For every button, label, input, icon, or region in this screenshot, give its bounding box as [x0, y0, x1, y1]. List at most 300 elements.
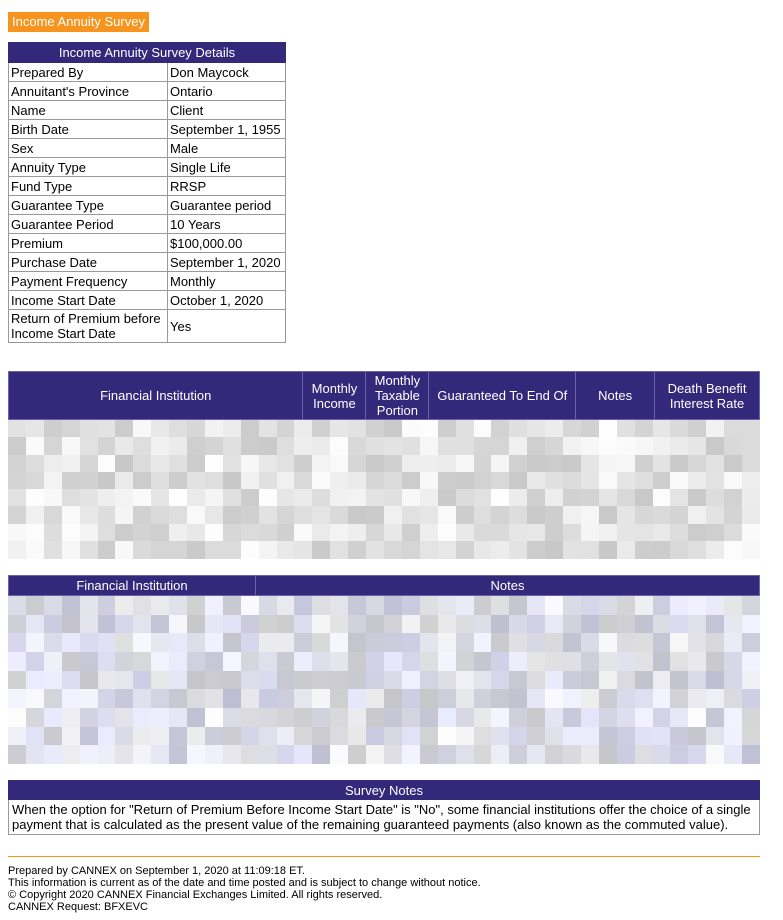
redaction-pixel — [402, 708, 420, 727]
redaction-pixel — [8, 506, 26, 524]
redaction-pixel — [438, 615, 456, 634]
redaction-pixel — [223, 472, 241, 490]
redaction-pixel — [438, 420, 456, 438]
redaction-pixel — [44, 472, 62, 490]
redaction-pixel — [80, 524, 98, 542]
redaction-pixel — [670, 745, 688, 764]
redaction-pixel — [509, 745, 527, 764]
redaction-pixel — [80, 420, 98, 438]
redaction-pixel — [420, 689, 438, 708]
redaction-pixel — [330, 524, 348, 542]
redaction-pixel — [44, 652, 62, 671]
death-benefit-header: Death Benefit Interest Rate — [655, 372, 760, 420]
redaction-pixel — [474, 652, 492, 671]
redaction-pixel — [527, 437, 545, 455]
redaction-pixel — [563, 708, 581, 727]
redaction-pixel — [617, 506, 635, 524]
redaction-pixel — [599, 633, 617, 652]
redaction-pixel — [223, 506, 241, 524]
details-label: Purchase Date — [9, 253, 168, 272]
redaction-pixel — [491, 745, 509, 764]
redaction-pixel — [8, 541, 26, 559]
redaction-pixel — [62, 437, 80, 455]
redaction-pixel — [563, 437, 581, 455]
redaction-pixel — [223, 455, 241, 473]
redaction-pixel — [491, 671, 509, 690]
redaction-pixel — [80, 437, 98, 455]
redaction-pixel — [62, 489, 80, 507]
redaction-pixel — [456, 652, 474, 671]
redaction-pixel — [617, 652, 635, 671]
redaction-pixel — [169, 455, 187, 473]
redaction-pixel — [115, 671, 133, 690]
redaction-pixel — [456, 541, 474, 559]
redaction-pixel — [80, 633, 98, 652]
redaction-pixel — [581, 596, 599, 615]
redaction-pixel — [635, 489, 653, 507]
redaction-pixel — [133, 489, 151, 507]
redaction-pixel — [402, 596, 420, 615]
redaction-pixel — [348, 506, 366, 524]
redaction-pixel — [402, 455, 420, 473]
redaction-pixel — [491, 633, 509, 652]
redaction-pixel — [223, 633, 241, 652]
redaction-pixel — [724, 708, 742, 727]
redaction-pixel — [330, 506, 348, 524]
redaction-pixel — [491, 420, 509, 438]
redaction-pixel — [115, 489, 133, 507]
redaction-pixel — [133, 506, 151, 524]
redaction-pixel — [545, 437, 563, 455]
redaction-pixel — [527, 524, 545, 542]
redaction-pixel — [545, 727, 563, 746]
details-row — [9, 139, 286, 158]
redaction-pixel — [420, 506, 438, 524]
redaction-pixel — [169, 633, 187, 652]
redaction-pixel — [617, 596, 635, 615]
redaction-pixel — [26, 420, 44, 438]
redaction-pixel — [581, 689, 599, 708]
redaction-pixel — [187, 671, 205, 690]
redaction-pixel — [330, 689, 348, 708]
redaction-pixel — [581, 455, 599, 473]
redaction-pixel — [26, 652, 44, 671]
redaction-pixel — [491, 455, 509, 473]
redaction-pixel — [241, 596, 259, 615]
redaction-pixel — [724, 633, 742, 652]
redaction-pixel — [312, 689, 330, 708]
redaction-pixel — [133, 437, 151, 455]
redaction-pixel — [456, 506, 474, 524]
redaction-pixel — [384, 437, 402, 455]
details-label: Birth Date — [9, 120, 168, 139]
redaction-pixel — [348, 420, 366, 438]
redaction-pixel — [26, 455, 44, 473]
redaction-pixel — [330, 420, 348, 438]
redaction-pixel — [241, 506, 259, 524]
redaction-pixel — [384, 708, 402, 727]
redaction-pixel — [438, 745, 456, 764]
redaction-pixel — [635, 524, 653, 542]
redaction-pixel — [348, 708, 366, 727]
redaction-pixel — [366, 652, 384, 671]
redaction-pixel — [259, 524, 277, 542]
redaction-pixel — [169, 745, 187, 764]
redaction-pixel — [635, 437, 653, 455]
redaction-pixel — [402, 652, 420, 671]
redaction-pixel — [115, 745, 133, 764]
redaction-pixel — [8, 420, 26, 438]
details-label: Sex — [9, 139, 168, 158]
redaction-pixel — [742, 489, 760, 507]
redaction-pixel — [44, 671, 62, 690]
redaction-pixel — [599, 671, 617, 690]
redaction-pixel — [277, 652, 295, 671]
redaction-pixel — [742, 745, 760, 764]
redaction-pixel — [169, 524, 187, 542]
redaction-pixel — [169, 708, 187, 727]
redaction-pixel — [563, 541, 581, 559]
page-title-badge: Income Annuity Survey — [8, 12, 149, 32]
redaction-pixel — [330, 745, 348, 764]
redaction-pixel — [456, 420, 474, 438]
redaction-pixel — [62, 472, 80, 490]
redaction-pixel — [653, 689, 671, 708]
redaction-pixel — [527, 745, 545, 764]
redaction-pixel — [688, 524, 706, 542]
redaction-pixel — [62, 652, 80, 671]
redaction-pixel — [80, 727, 98, 746]
redaction-pixel — [259, 455, 277, 473]
redaction-pixel — [742, 506, 760, 524]
redaction-pixel — [456, 727, 474, 746]
notes-fi-header: Financial Institution — [9, 576, 256, 596]
redaction-pixel — [294, 455, 312, 473]
redaction-pixel — [151, 541, 169, 559]
redaction-pixel — [294, 615, 312, 634]
redaction-pixel — [44, 745, 62, 764]
details-value: Yes — [168, 310, 286, 343]
redaction-pixel — [599, 727, 617, 746]
redaction-pixel — [259, 633, 277, 652]
redaction-pixel — [62, 708, 80, 727]
redaction-pixel — [670, 708, 688, 727]
redaction-pixel — [438, 437, 456, 455]
redaction-pixel — [545, 489, 563, 507]
redaction-pixel — [438, 455, 456, 473]
redaction-pixel — [169, 652, 187, 671]
details-label: Name — [9, 101, 168, 120]
redaction-pixel — [653, 472, 671, 490]
redaction-pixel — [384, 745, 402, 764]
details-header: Income Annuity Survey Details — [9, 43, 286, 63]
redaction-pixel — [491, 541, 509, 559]
redaction-pixel — [80, 455, 98, 473]
redaction-pixel — [527, 472, 545, 490]
redaction-pixel — [205, 689, 223, 708]
redaction-pixel — [688, 489, 706, 507]
details-value: Male — [168, 139, 286, 158]
redaction-pixel — [688, 596, 706, 615]
redaction-pixel — [653, 489, 671, 507]
redaction-pixel — [80, 506, 98, 524]
redaction-pixel — [402, 472, 420, 490]
redaction-pixel — [187, 596, 205, 615]
redaction-pixel — [581, 727, 599, 746]
redaction-pixel — [241, 689, 259, 708]
redaction-pixel — [420, 472, 438, 490]
redaction-pixel — [653, 506, 671, 524]
redaction-pixel — [509, 541, 527, 559]
redaction-pixel — [259, 689, 277, 708]
redaction-pixel — [420, 633, 438, 652]
redaction-pixel — [187, 689, 205, 708]
redaction-pixel — [670, 420, 688, 438]
redaction-pixel — [456, 689, 474, 708]
redaction-pixel — [259, 708, 277, 727]
redaction-pixel — [241, 633, 259, 652]
redaction-pixel — [509, 615, 527, 634]
redaction-pixel — [44, 727, 62, 746]
details-row — [9, 310, 286, 343]
redaction-pixel — [366, 689, 384, 708]
redaction-pixel — [491, 727, 509, 746]
redaction-pixel — [277, 472, 295, 490]
redaction-pixel — [509, 708, 527, 727]
redaction-pixel — [581, 420, 599, 438]
redaction-pixel — [44, 506, 62, 524]
redaction-pixel — [527, 506, 545, 524]
redaction-pixel — [241, 420, 259, 438]
redaction-pixel — [26, 524, 44, 542]
redaction-pixel — [223, 541, 241, 559]
redaction-pixel — [8, 437, 26, 455]
redaction-pixel — [456, 596, 474, 615]
redaction-pixel — [98, 727, 116, 746]
redaction-pixel — [294, 633, 312, 652]
redaction-pixel — [384, 524, 402, 542]
redaction-pixel — [151, 472, 169, 490]
redaction-pixel — [402, 524, 420, 542]
redaction-pixel — [635, 506, 653, 524]
details-row — [9, 101, 286, 120]
details-value: Single Life — [168, 158, 286, 177]
redaction-pixel — [724, 596, 742, 615]
redaction-pixel — [420, 489, 438, 507]
redaction-pixel — [706, 420, 724, 438]
redaction-pixel — [438, 524, 456, 542]
redaction-pixel — [62, 455, 80, 473]
redaction-pixel — [688, 420, 706, 438]
redaction-pixel — [26, 596, 44, 615]
redaction-pixel — [545, 708, 563, 727]
redaction-pixel — [277, 671, 295, 690]
redaction-pixel — [527, 633, 545, 652]
redaction-pixel — [223, 596, 241, 615]
redaction-pixel — [62, 745, 80, 764]
redaction-pixel — [420, 615, 438, 634]
redaction-pixel — [259, 541, 277, 559]
details-value: Monthly — [168, 272, 286, 291]
redaction-pixel — [294, 506, 312, 524]
redaction-pixel — [62, 524, 80, 542]
redaction-pixel — [563, 420, 581, 438]
redaction-pixel — [115, 420, 133, 438]
redaction-pixel — [420, 652, 438, 671]
redaction-pixel — [8, 745, 26, 764]
redaction-pixel — [563, 489, 581, 507]
redaction-pixel — [187, 745, 205, 764]
redaction-pixel — [151, 745, 169, 764]
redaction-pixel — [724, 489, 742, 507]
redaction-pixel — [151, 455, 169, 473]
redaction-pixel — [653, 745, 671, 764]
redaction-pixel — [706, 671, 724, 690]
redaction-pixel — [509, 437, 527, 455]
redaction-pixel — [545, 671, 563, 690]
redaction-pixel — [724, 420, 742, 438]
redaction-pixel — [724, 506, 742, 524]
redaction-pixel — [44, 708, 62, 727]
details-label: Return of Premium before Income Start Date — [9, 310, 168, 343]
redaction-pixel — [44, 489, 62, 507]
redaction-pixel — [187, 472, 205, 490]
redaction-pixel — [599, 596, 617, 615]
redaction-pixel — [366, 671, 384, 690]
redaction-pixel — [348, 671, 366, 690]
redaction-pixel — [205, 420, 223, 438]
redaction-pixel — [98, 420, 116, 438]
redaction-pixel — [187, 524, 205, 542]
redaction-pixel — [169, 541, 187, 559]
redaction-pixel — [474, 455, 492, 473]
redaction-pixel — [133, 708, 151, 727]
redaction-pixel — [223, 652, 241, 671]
redaction-pixel — [420, 455, 438, 473]
redaction-pixel — [581, 652, 599, 671]
redaction-pixel — [187, 437, 205, 455]
redaction-pixel — [670, 652, 688, 671]
redaction-pixel — [312, 472, 330, 490]
redaction-pixel — [151, 652, 169, 671]
redaction-pixel — [330, 489, 348, 507]
redaction-pixel — [581, 524, 599, 542]
redaction-pixel — [706, 633, 724, 652]
redaction-pixel — [402, 689, 420, 708]
redaction-pixel — [241, 745, 259, 764]
redaction-pixel — [205, 455, 223, 473]
redaction-pixel — [205, 745, 223, 764]
redaction-pixel — [294, 671, 312, 690]
redaction-pixel — [509, 506, 527, 524]
redaction-pixel — [62, 615, 80, 634]
details-row — [9, 234, 286, 253]
redaction-pixel — [62, 420, 80, 438]
redaction-pixel — [545, 524, 563, 542]
redaction-pixel — [312, 745, 330, 764]
redaction-pixel — [26, 506, 44, 524]
redaction-pixel — [563, 596, 581, 615]
redaction-pixel — [420, 541, 438, 559]
redaction-pixel — [527, 615, 545, 634]
redaction-pixel — [80, 689, 98, 708]
redaction-pixel — [384, 506, 402, 524]
redaction-pixel — [438, 596, 456, 615]
redaction-pixel — [348, 437, 366, 455]
redaction-pixel — [62, 689, 80, 708]
redaction-pixel — [742, 455, 760, 473]
redaction-pixel — [402, 506, 420, 524]
redaction-pixel — [635, 455, 653, 473]
redaction-pixel — [187, 708, 205, 727]
redaction-pixel — [348, 689, 366, 708]
redaction-pixel — [330, 633, 348, 652]
redaction-pixel — [581, 708, 599, 727]
redaction-pixel — [599, 437, 617, 455]
redaction-pixel — [635, 671, 653, 690]
redaction-pixel — [563, 524, 581, 542]
redaction-pixel — [438, 489, 456, 507]
redaction-pixel — [259, 745, 277, 764]
redaction-pixel — [474, 524, 492, 542]
redaction-pixel — [456, 489, 474, 507]
redaction-pixel — [653, 420, 671, 438]
redaction-pixel — [402, 633, 420, 652]
redaction-pixel — [277, 633, 295, 652]
redaction-pixel — [527, 708, 545, 727]
redaction-pixel — [115, 472, 133, 490]
redaction-pixel — [706, 727, 724, 746]
redaction-pixel — [653, 633, 671, 652]
redaction-pixel — [688, 745, 706, 764]
redaction-pixel — [80, 745, 98, 764]
redaction-pixel — [474, 437, 492, 455]
redaction-pixel — [312, 633, 330, 652]
redaction-pixel — [98, 596, 116, 615]
footer-line: © Copyright 2020 CANNEX Financial Exchanges Limited. All rights reserved. — [8, 889, 383, 901]
redaction-pixel — [44, 615, 62, 634]
redaction-pixel — [169, 506, 187, 524]
redaction-pixel — [98, 524, 116, 542]
details-value: September 1, 1955 — [168, 120, 286, 139]
redaction-pixel — [527, 652, 545, 671]
redaction-pixel — [115, 727, 133, 746]
redaction-pixel — [581, 745, 599, 764]
redaction-pixel — [527, 727, 545, 746]
redaction-pixel — [44, 524, 62, 542]
redaction-pixel — [706, 437, 724, 455]
redaction-pixel — [545, 633, 563, 652]
redaction-pixel — [277, 524, 295, 542]
redaction-pixel — [277, 489, 295, 507]
redaction-pixel — [205, 596, 223, 615]
redaction-pixel — [545, 615, 563, 634]
redaction-pixel — [294, 708, 312, 727]
redaction-pixel — [563, 745, 581, 764]
redaction-pixel — [706, 708, 724, 727]
redaction-pixel — [635, 541, 653, 559]
redaction-pixel — [330, 708, 348, 727]
redaction-pixel — [151, 420, 169, 438]
redaction-pixel — [187, 633, 205, 652]
redaction-pixel — [688, 506, 706, 524]
redaction-pixel — [670, 727, 688, 746]
redaction-pixel — [98, 671, 116, 690]
redaction-pixel — [724, 615, 742, 634]
redaction-pixel — [617, 541, 635, 559]
survey-details-table — [8, 42, 286, 343]
redaction-pixel — [617, 489, 635, 507]
